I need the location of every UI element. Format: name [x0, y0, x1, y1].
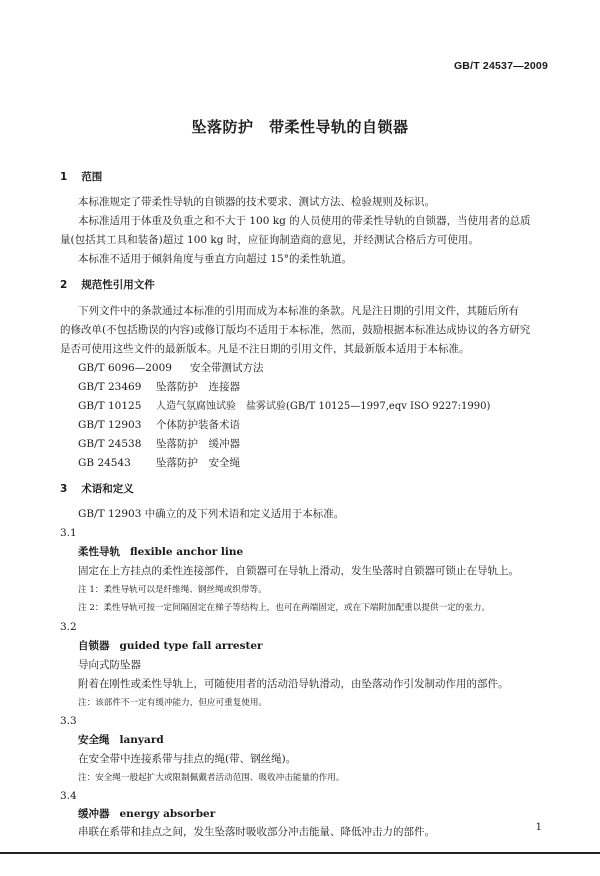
- term-number: 3.2: [60, 621, 77, 633]
- term-definition: 在安全带中连接系带与挂点的绳(带、钢丝绳)。: [78, 753, 297, 765]
- page-number: 1: [535, 822, 542, 833]
- section-3-intro: GB/T 12903 中确立的及下列术语和定义适用于本标准。: [78, 508, 345, 520]
- reference-code: GB/T 10125: [78, 400, 142, 412]
- section-1-heading: [60, 170, 102, 184]
- section-1-number: 1: [60, 171, 68, 183]
- term-number: 3.4: [60, 790, 77, 802]
- reference-item: [78, 418, 240, 432]
- section-3-title: 术语和定义: [81, 483, 134, 495]
- term-heading: [78, 733, 164, 747]
- term-en: guided type fall arrester: [119, 640, 263, 652]
- section-1-title: 范围: [81, 171, 103, 183]
- section-2-para-1b: 的修改单(不包括勘误的内容)或修订版均不适用于本标准，然而，鼓励根据本标准达成协议的各方研究: [60, 324, 531, 336]
- reference-code: GB 24543: [78, 457, 131, 469]
- section-1-para-2a: 本标准适用于体重及负重之和不大于 100 kg 的人员使用的带柔性导轨的自锁器，当使用者的总质: [78, 215, 531, 227]
- reference-code: GB/T 24538: [78, 438, 142, 450]
- term-note: 注：安全绳一般起扩大或限制佩戴者活动范围、吸收冲击能量的作用。: [78, 773, 345, 783]
- term-number: 3.3: [60, 715, 77, 727]
- section-1-para-3: 本标准不适用于倾斜角度与垂直方向超过 15°的柔性轨道。: [78, 253, 352, 265]
- reference-name: 坠落防护 连接器: [156, 381, 240, 393]
- section-2-para-1a: 下列文件中的条款通过本标准的引用而成为本标准的条款。凡是注日期的引用文件，其随后所有: [78, 305, 519, 317]
- reference-name: 个体防护装备术语: [156, 419, 240, 431]
- term-note: 注：该部件不一定有缓冲能力，但应可重复使用。: [78, 698, 268, 708]
- reference-code: GB/T 12903: [78, 419, 142, 431]
- section-3-number: 3: [60, 483, 68, 495]
- term-zh: 安全绳: [78, 734, 110, 746]
- term-note: 注 2：柔性导轨可按一定间隔固定在梯子等结构上，也可在两端固定，或在下端附加配重以提供一定的张力。: [78, 603, 491, 613]
- section-1-para-2b: 量(包括其工具和装备)超过 100 kg 时，应征询制造商的意见，并经测试合格后方可使用。: [60, 234, 479, 246]
- term-en: energy absorber: [119, 808, 216, 820]
- reference-item: [78, 380, 240, 394]
- reference-item: [78, 361, 264, 375]
- reference-code: GB/T 6096—2009: [78, 362, 172, 374]
- reference-item: [78, 456, 240, 470]
- reference-code: GB/T 23469: [78, 381, 142, 393]
- document-title: 坠落防护 带柔性导轨的自锁器: [191, 118, 409, 136]
- term-alt-name: 导向式防坠器: [78, 659, 141, 671]
- term-zh: 自锁器: [78, 640, 110, 652]
- term-heading: [78, 639, 263, 653]
- reference-name: 坠落防护 缓冲器: [156, 438, 240, 450]
- standard-number: GB/T 24537—2009: [453, 60, 548, 72]
- term-en: flexible anchor line: [130, 546, 244, 558]
- reference-name: 安全带测试方法: [190, 362, 264, 374]
- term-definition: 固定在上方挂点的柔性连接部件，自锁器可在导轨上滑动，发生坠落时自锁器可锁止在导轨上。: [78, 565, 519, 577]
- section-3-heading: [60, 482, 134, 496]
- reference-name: 人造气氛腐蚀试验 盐雾试验(GB/T 10125—1997,eqv ISO 9227:1990): [156, 401, 491, 412]
- section-2-number: 2: [60, 279, 68, 291]
- reference-item: [78, 399, 490, 414]
- section-1-para-1: 本标准规定了带柔性导轨的自锁器的技术要求、测试方法、检验规则及标识。: [78, 196, 435, 208]
- footer-rule: [0, 852, 600, 854]
- term-heading: [78, 545, 243, 559]
- term-note: 注 1：柔性导轨可以是纤维绳、钢丝绳或织带等。: [78, 585, 267, 595]
- reference-name: 坠落防护 安全绳: [156, 457, 240, 469]
- term-zh: 柔性导轨: [78, 546, 120, 558]
- term-zh: 缓冲器: [78, 808, 110, 820]
- section-2-heading: [60, 278, 155, 292]
- term-en: lanyard: [119, 734, 164, 746]
- section-2-para-1c: 是否可使用这些文件的最新版本。凡是不注日期的引用文件，其最新版本适用于本标准。: [60, 343, 470, 355]
- section-2-title: 规范性引用文件: [81, 279, 155, 291]
- term-number: 3.1: [60, 527, 77, 539]
- term-definition: 附着在刚性或柔性导轨上，可随使用者的活动沿导轨滑动，由坠落动作引发制动作用的部件。: [78, 678, 509, 690]
- reference-item: [78, 437, 240, 451]
- term-definition: 串联在系带和挂点之间，发生坠落时吸收部分冲击能量、降低冲击力的部件。: [78, 826, 435, 838]
- term-heading: [78, 807, 215, 821]
